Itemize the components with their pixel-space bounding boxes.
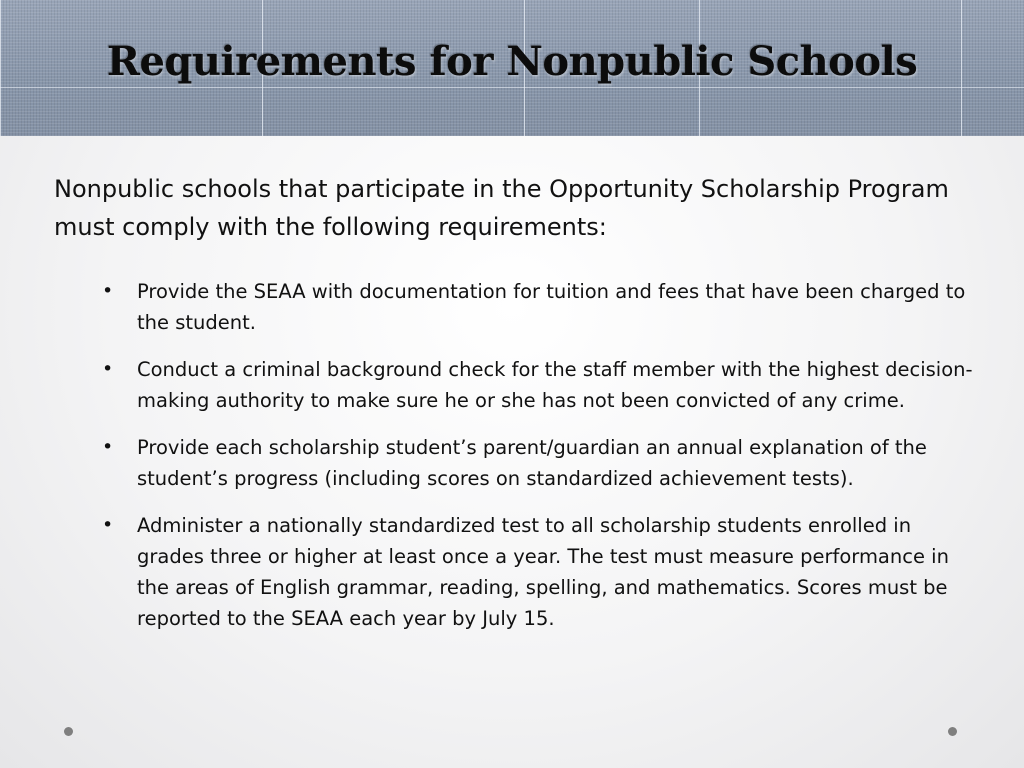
bullet-icon: •: [102, 514, 114, 536]
corner-dot-right-icon: [948, 727, 957, 736]
bullet-icon: •: [102, 280, 114, 302]
requirement-text: Administer a nationally standardized test to all scholarship students enrolled in grades three or higher at least once a year. The test must measure performance in the areas of English grammar, reading, spelling, and mathematics. Scores must be reported to the SEAA each year by July 15.: [137, 514, 949, 630]
list-item: [102, 276, 984, 338]
list-item: [102, 354, 984, 416]
slide-body: [54, 170, 984, 650]
requirement-text: Provide each scholarship student’s parent/guardian an annual explanation of the student’s progress (including scores on standardized achievement tests).: [137, 436, 927, 490]
bullet-icon: •: [102, 358, 114, 380]
bullet-icon: •: [102, 436, 114, 458]
list-item: [102, 432, 984, 494]
requirements-list: [54, 276, 984, 634]
requirement-text: Provide the SEAA with documentation for tuition and fees that have been charged to the student.: [137, 280, 966, 334]
banner-grid-line: [0, 87, 1024, 88]
requirement-text: Conduct a criminal background check for the staff member with the highest decision-making authority to make sure he or she has not been convicted of any crime.: [137, 358, 973, 412]
corner-dot-left-icon: [64, 727, 73, 736]
list-item: [102, 510, 984, 634]
slide-title: Requirements for Nonpublic Schools: [106, 38, 918, 85]
intro-text: Nonpublic schools that participate in the Opportunity Scholarship Program must comply with the following requirements:: [54, 175, 949, 241]
title-banner: [0, 0, 1024, 136]
